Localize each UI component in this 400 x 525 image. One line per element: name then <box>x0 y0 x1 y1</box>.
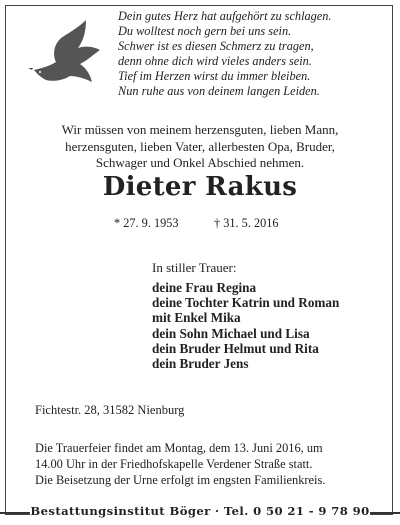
poem-line: Du wolltest noch gern bei uns sein. <box>118 23 292 38</box>
deceased-name: Dieter Rakus <box>102 172 298 202</box>
poem <box>118 9 398 98</box>
mourning-label: In stiller Trauer: <box>152 260 237 275</box>
address: Fichtestr. 28, 31582 Nienburg <box>35 403 185 417</box>
ceremony-info <box>35 440 369 488</box>
intro-line: Wir müssen von meinem herzensguten, lieben Mann, <box>61 122 339 137</box>
dove-icon <box>28 18 108 93</box>
mourner: deine Frau Regina <box>152 280 257 295</box>
mourner: deine Tochter Katrin und Roman <box>152 295 340 311</box>
intro-text <box>0 122 400 172</box>
poem-line: Dein gutes Herz hat aufgehört zu schlagen. <box>118 9 332 23</box>
birth-date: * 27. 9. 1953 <box>114 216 179 230</box>
mourner: dein Bruder Jens <box>152 356 249 372</box>
funeral-home-footer: Bestattungsinstitut Böger · Tel. 0 50 21 - 9 78 90 <box>30 504 370 522</box>
ceremony-line: Die Trauerfeier findet am Montag, dem 13. Juni 2016, um <box>35 441 323 455</box>
poem-line: denn ohne dich wird vieles anders sein. <box>118 53 312 68</box>
intro-line: herzensguten, lieben Vater, allerbesten Opa, Bruder, <box>65 138 335 154</box>
poem-line: Tief im Herzen wirst du immer bleiben. <box>118 68 311 83</box>
mourner: dein Sohn Michael und Lisa <box>152 325 310 341</box>
poem-line: Nun ruhe aus von deinem langen Leiden. <box>118 83 320 98</box>
mourner: mit Enkel Mika <box>152 310 241 326</box>
ceremony-line: 14.00 Uhr in der Friedhofskapelle Verdener Straße statt. <box>35 457 313 471</box>
intro-line: Schwager und Onkel Abschied nehmen. <box>95 155 305 170</box>
poem-line: Schwer ist es diesen Schmerz zu tragen, <box>118 38 314 53</box>
mourners-list <box>152 280 339 371</box>
mourner: dein Bruder Helmut und Rita <box>152 340 319 356</box>
ceremony-line: Die Beisetzung der Urne erfolgt im engsten Familienkreis. <box>35 473 326 487</box>
death-date: † 31. 5. 2016 <box>214 216 279 230</box>
